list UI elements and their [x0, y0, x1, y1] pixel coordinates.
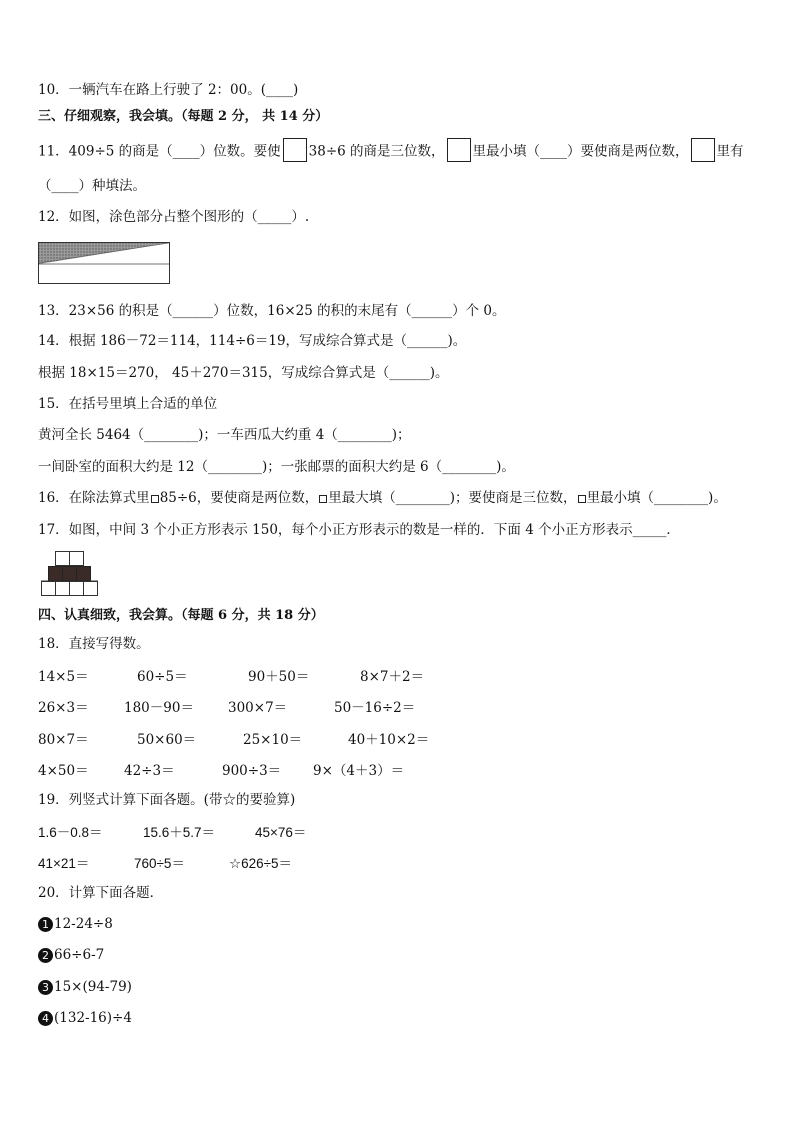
small-blank-box: [151, 495, 159, 503]
circled-number: 2: [38, 948, 53, 963]
q20-expression: (132-16)÷4: [54, 1010, 132, 1026]
question-15-line1: 黄河全长 5464（________)；一车西瓜大约重 4（________)；: [38, 427, 411, 443]
question-13: 13．23×56 的积是（______）位数，16×25 的积的末尾有（______）个 0。: [38, 303, 506, 319]
q20-expression: 12-24÷8: [54, 916, 113, 932]
q18-item: 25×10＝: [243, 732, 303, 748]
q18-item: 4×50＝: [38, 763, 89, 779]
small-blank-box: [578, 495, 586, 503]
q20-item: [38, 977, 132, 997]
square-blocks-figure: [40, 550, 104, 600]
question-15-line2: 一间卧室的面积大约是 12（________)；一张邮票的面积大约是 6（________)。: [38, 459, 515, 475]
q18-item: 50×60＝: [137, 732, 197, 748]
q18-item: 300×7＝: [228, 700, 288, 716]
q16-part3: 里最大填（________)；要使商是三位数，: [328, 490, 577, 506]
q19-item: 15.6＋5.7＝: [143, 825, 216, 840]
circled-number: 4: [38, 1011, 53, 1026]
q19-item: 45×76＝: [255, 825, 307, 840]
q18-item: 8×7＋2＝: [360, 669, 425, 685]
blank-box: [283, 138, 307, 162]
q18-item: 180－90＝: [124, 700, 194, 716]
q18-item: 14×5＝: [38, 669, 89, 685]
question-14-line1: 14．根据 186－72＝114，114÷6＝19，写成综合算式是（______)。: [38, 333, 467, 349]
q18-item: 42÷3＝: [124, 763, 175, 779]
question-19-title: 19．列竖式计算下面各题。(带☆的要验算): [38, 792, 296, 808]
q18-item: 90＋50＝: [248, 669, 310, 685]
question-12: 12．如图，涂色部分占整个图形的（_____）.: [38, 209, 310, 225]
q20-item: [38, 914, 113, 934]
section-4-heading: 四、认真细致，我会算。（每题 6 分，共 18 分）: [38, 608, 324, 623]
q11-part3: 里最小填（____）要使商是两位数，: [472, 143, 689, 160]
q18-item: 80×7＝: [38, 732, 89, 748]
q11-part2: 38÷6 的商是三位数，: [308, 143, 445, 160]
q18-item: 900÷3＝: [222, 763, 282, 779]
circled-number: 3: [38, 980, 53, 995]
question-20-title: 20．计算下面各题．: [38, 885, 164, 901]
q20-item: [38, 945, 104, 965]
q19-item: ☆626÷5＝: [229, 856, 293, 871]
q20-expression: 15×(94-79): [54, 979, 132, 995]
q16-part1: 16．在除法算式里: [38, 490, 150, 506]
q16-part2: 85÷6，要使商是两位数，: [159, 490, 319, 506]
question-18-title: 18．直接写得数。: [38, 636, 150, 652]
question-16: [38, 488, 727, 508]
q11-part1: 11．409÷5 的商是（____）位数。要使: [38, 143, 281, 160]
q19-item: 41×21＝: [38, 856, 90, 871]
q18-item: 50－16÷2＝: [334, 700, 416, 716]
question-10: 10．一辆汽车在路上行驶了 2：00。(____): [38, 82, 299, 98]
q20-expression: 66÷6-7: [54, 947, 105, 963]
question-17: 17．如图，中间 3 个小正方形表示 150，每个小正方形表示的数是一样的．下面 4 个小正方形表示_____．: [38, 522, 680, 538]
blank-box: [447, 138, 471, 162]
question-11: [38, 140, 744, 164]
q16-part4: 里最小填（________)。: [586, 490, 727, 506]
question-11-line2: （____）种填法。: [38, 178, 146, 194]
q18-item: 26×3＝: [38, 700, 89, 716]
q11-part4: 里有: [716, 143, 744, 160]
shaded-rectangle-figure: [38, 242, 171, 284]
q18-item: 60÷5＝: [137, 669, 188, 685]
q19-item: 1.6－0.8＝: [38, 825, 103, 840]
q20-item: [38, 1008, 132, 1028]
q18-item: 40＋10×2＝: [348, 732, 430, 748]
blank-box: [691, 138, 715, 162]
q19-item: 760÷5＝: [134, 856, 185, 871]
circled-number: 1: [38, 917, 53, 932]
q18-item: 9×（4＋3）＝: [313, 763, 405, 779]
question-15-title: 15．在括号里填上合适的单位: [38, 396, 218, 412]
small-blank-box: [319, 495, 327, 503]
question-14-line2: 根据 18×15＝270， 45＋270＝315，写成综合算式是（______)。: [38, 365, 449, 381]
section-3-heading: 三、仔细观察，我会填。（每题 2 分， 共 14 分）: [38, 109, 329, 124]
